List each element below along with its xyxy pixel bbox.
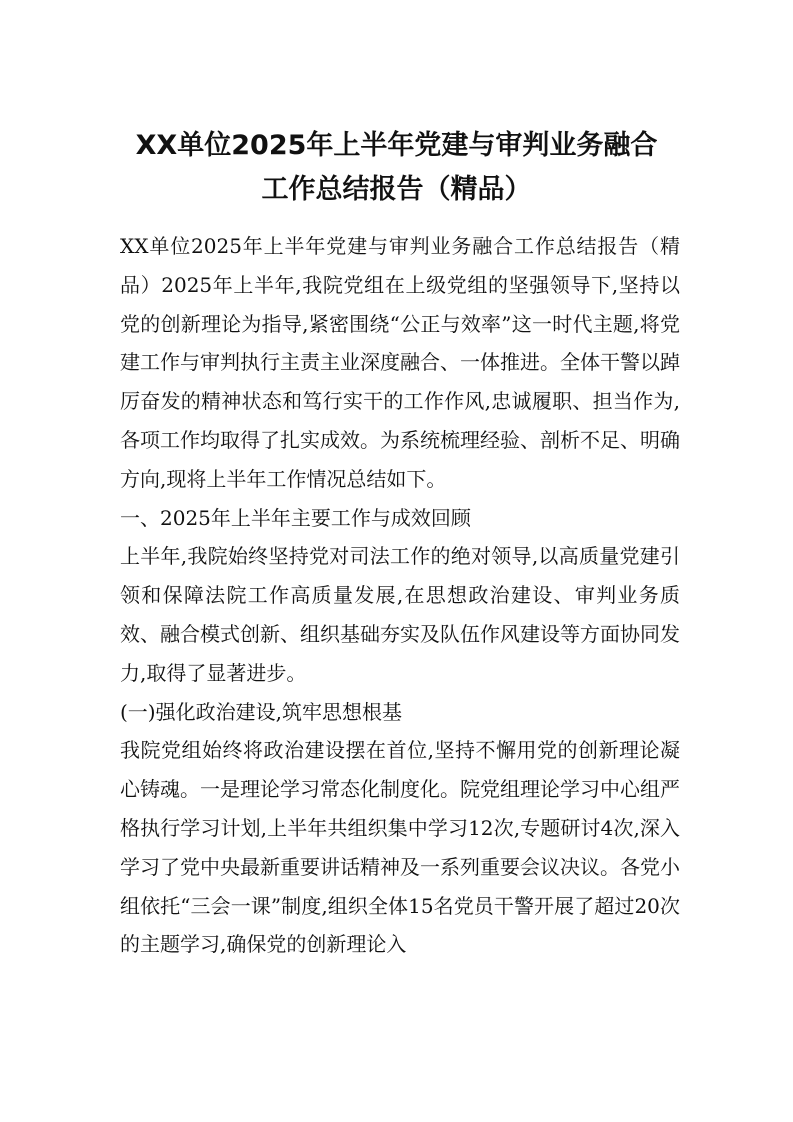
- document-title-line-1: XX单位2025年上半年党建与审判业务融合: [135, 130, 658, 161]
- intro-paragraph: XX单位2025年上半年党建与审判业务融合工作总结报告（精品）2025年上半年,我院党组在上级党组的坚强领导下,坚持以党的创新理论为指导,紧密围绕“公正与效率”这一时代主题,将党建工作与审判执行主责主业深度融合、一体推进。全体干警以踔厉奋发的精神状态和笃行实干的工作作风,忠诚履职、担当作为,各项工作均取得了扎实成效。为系统梳理经验、剖析不足、明确方向,现将上半年工作情况总结如下。: [120, 234, 680, 491]
- section-heading-1: 一、2025年上半年主要工作与成效回顾: [120, 505, 471, 530]
- document-body: [120, 227, 680, 964]
- subsection-heading-1: (一)强化政治建设,筑牢思想根基: [120, 699, 402, 724]
- section-1-paragraph: 上半年,我院始终坚持党对司法工作的绝对领导,以高质量党建引领和保障法院工作高质量发展,在思想政治建设、审判业务质效、融合模式创新、组织基础夯实及队伍作风建设等方面协同发力,取得了显著进步。: [120, 544, 680, 685]
- subsection-1-paragraph: 我院党组始终将政治建设摆在首位,坚持不懈用党的创新理论凝心铸魂。一是理论学习常态化制度化。院党组理论学习中心组严格执行学习计划,上半年共组织集中学习12次,专题研讨4次,深入学习了党中央最新重要讲话精神及一系列重要会议决议。各党小组依托“三会一课”制度,组织全体15名党员干警开展了超过20次的主题学习,确保党的创新理论入: [120, 738, 680, 957]
- document-title-line-2: 工作总结报告（精品）: [261, 174, 532, 205]
